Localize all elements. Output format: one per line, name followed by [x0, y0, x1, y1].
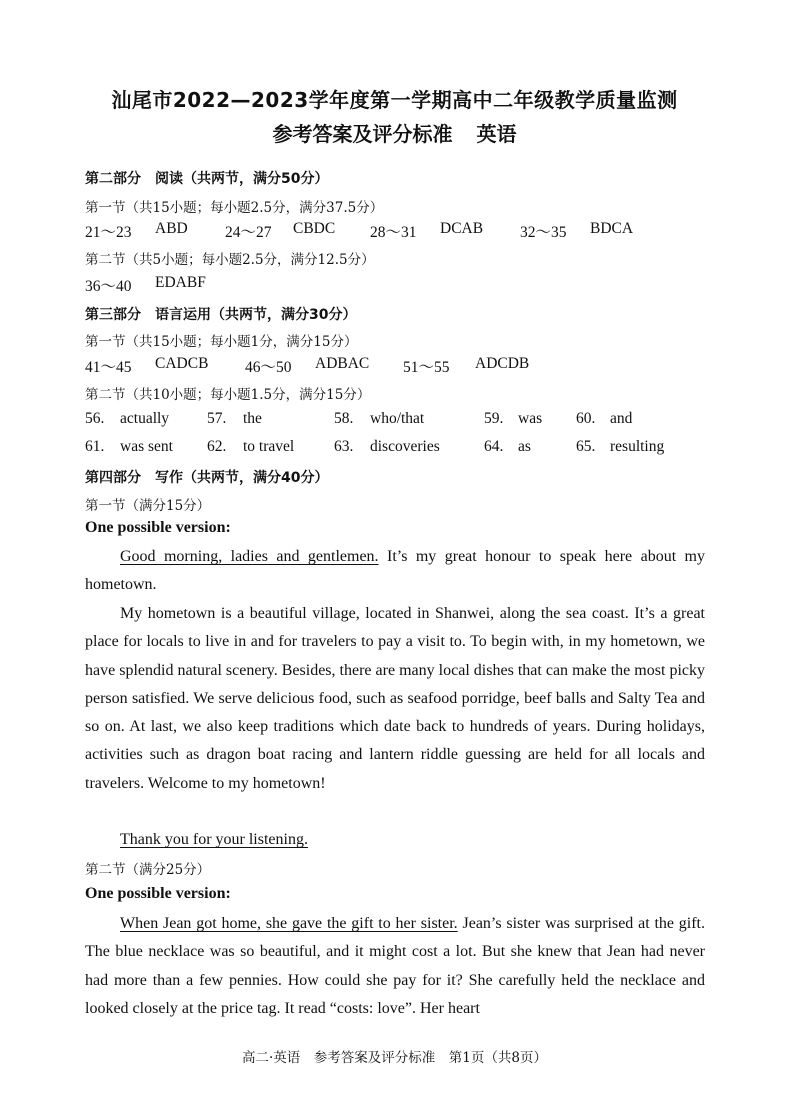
- blank-answer: was: [518, 410, 543, 427]
- subtitle-answer-key: 参考答案及评分标准: [272, 122, 453, 146]
- answer-range: 24～27: [225, 224, 272, 241]
- part3-sec1-heading: 第一节（共15小题；每小题1分，满分15分）: [85, 334, 358, 350]
- answer-range: 51～55: [403, 359, 450, 376]
- page-footer: 高二·英语 参考答案及评分标准 第1页（共8页）: [242, 1050, 547, 1066]
- blank-number: 57.: [207, 410, 227, 427]
- blank-number: 65.: [576, 438, 596, 455]
- answer-range: 32～35: [520, 224, 567, 241]
- answer-letters: DCAB: [440, 220, 484, 237]
- document-title: 汕尾市2022—2023学年度第一学期高中二年级教学质量监测: [111, 88, 678, 112]
- answer-letters: CADCB: [155, 355, 209, 372]
- part2-sec1-heading: 第一节（共15小题；每小题2.5分，满分37.5分）: [85, 200, 384, 216]
- blank-answer: to travel: [243, 438, 295, 455]
- answer-letters: CBDC: [293, 220, 336, 237]
- blank-number: 62.: [207, 438, 227, 455]
- blank-number: 56.: [85, 410, 105, 427]
- answer-range: 36～40: [85, 278, 132, 295]
- part4-sec2-heading: 第二节（满分25分）: [85, 862, 211, 878]
- answer-range: 46～50: [245, 359, 292, 376]
- part4-sec1-heading: 第一节（满分15分）: [85, 498, 211, 514]
- blank-answer: as: [518, 438, 531, 455]
- blank-number: 58.: [334, 410, 354, 427]
- answer-letters: BDCA: [590, 220, 634, 237]
- part3-sec2-heading: 第二节（共10小题；每小题1.5分，满分15分）: [85, 387, 371, 403]
- part4-heading: 第四部分 写作（共两节，满分40分）: [85, 470, 329, 486]
- answer-range: 28～31: [370, 224, 417, 241]
- essay1-body: My hometown is a beautiful village, located in Shanwei, along the sea coast. It’s a great place for locals to live in and for travelers to pay a visit to. To begin with, in my hometown, we have splendid natural scenery. Besides, there are many local dishes that can make the most picky person satisfied. We serve delicious food, such as seafood porridge, beef balls and Salty Tea and so on. At last, we also keep traditions which date back to hundreds of years. During holidays, activities such as dragon boat racing and lantern riddle guessing are held for all locals and travelers. Welcome to my hometown!: [85, 605, 705, 792]
- part4-sec1-version-label: One possible version:: [85, 519, 231, 536]
- blank-number: 63.: [334, 438, 354, 455]
- essay1-greeting: Good morning, ladies and gentlemen.: [120, 548, 379, 565]
- blank-answer: resulting: [610, 438, 665, 455]
- blank-answer: who/that: [370, 410, 425, 427]
- blank-answer: discoveries: [370, 438, 440, 455]
- part3-sec1-answers: [85, 355, 705, 375]
- blank-answer: actually: [120, 410, 170, 427]
- blank-number: 61.: [85, 438, 105, 455]
- essay2-opening: When Jean got home, she gave the gift to her sister.: [120, 915, 458, 932]
- essay1-paragraph-1: [85, 543, 705, 600]
- essay1-closing: Thank you for your listening.: [120, 831, 308, 848]
- essay2-body: Jean’s sister was surprised at the gift. The blue necklace was so beautiful, and it might cost a lot. But she knew that Jean had never had more than a few pennies. How could she pay for it? She carefully held the necklace and looked closely at the price tag. It read “costs: love”. Her heart: [85, 915, 706, 1017]
- essay1-intro: It’s my great honour to speak here about my hometown.: [85, 548, 706, 594]
- part3-sec2-row2: [85, 438, 705, 458]
- blank-number: 60.: [576, 410, 596, 427]
- subtitle-subject: 英语: [476, 122, 517, 146]
- blank-number: 59.: [484, 410, 504, 427]
- blank-answer: was sent: [120, 438, 173, 455]
- document-subtitle: [0, 118, 789, 147]
- blank-answer: and: [610, 410, 633, 427]
- essay1-paragraph-3: [85, 826, 705, 854]
- part4-sec2-version-label: One possible version:: [85, 885, 231, 902]
- essay1-paragraph-2: [85, 600, 705, 798]
- part2-heading: 第二部分 阅读（共两节，满分50分）: [85, 171, 329, 187]
- essay2-paragraph-1: [85, 910, 705, 1023]
- part3-heading: 第三部分 语言运用（共两节，满分30分）: [85, 307, 357, 323]
- blank-number: 64.: [484, 438, 504, 455]
- answer-range: 21～23: [85, 224, 132, 241]
- blank-answer: the: [243, 410, 262, 427]
- answer-letters: ABD: [155, 220, 188, 237]
- part2-sec1-answers: [85, 220, 705, 240]
- part2-sec2-heading: 第二节（共5小题；每小题2.5分，满分12.5分）: [85, 252, 375, 268]
- answer-letters: ADCDB: [475, 355, 530, 372]
- part3-sec2-row1: [85, 410, 705, 430]
- part2-sec2-answers: [85, 274, 705, 294]
- answer-range: 41～45: [85, 359, 132, 376]
- answer-letters: EDABF: [155, 274, 206, 291]
- answer-letters: ADBAC: [315, 355, 370, 372]
